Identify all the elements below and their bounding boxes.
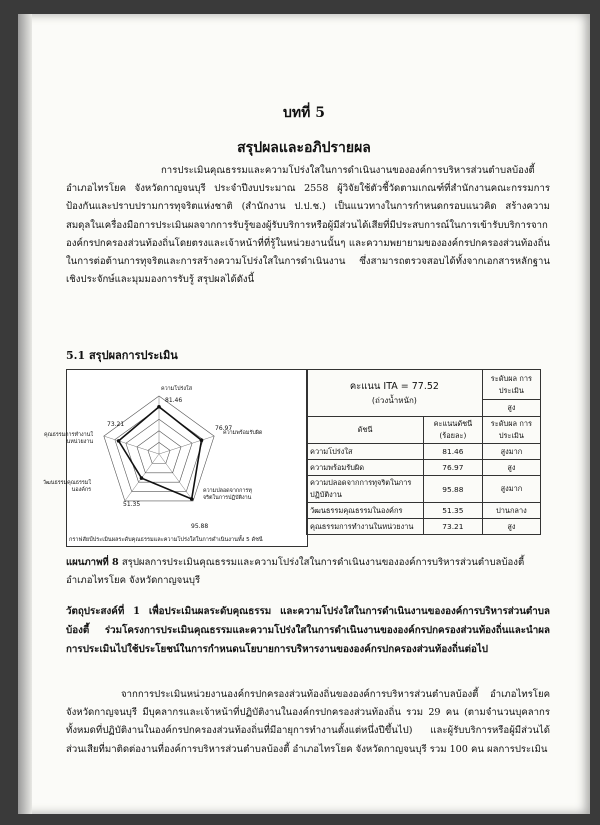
radar-chart bbox=[42, 369, 308, 547]
row-score: 95.88 bbox=[424, 476, 483, 503]
radar-axis-label: ความพร้อมรับผิด bbox=[223, 430, 263, 436]
radar-axis-label-cont: จริตในการปฏิบัติงาน bbox=[203, 495, 252, 501]
row-name: ความปลอดจากการทุจริตในการปฏิบัติงาน bbox=[307, 476, 424, 503]
row-level: สูง bbox=[482, 519, 540, 535]
radar-axis-label: คุณธรรมการทำงานใ bbox=[44, 432, 93, 438]
radar-data-point bbox=[190, 497, 194, 501]
chapter-title: สรุปผลและอภิปรายผล bbox=[237, 140, 371, 156]
radar-value-label: 73.21 bbox=[107, 421, 125, 428]
radar-axis-line bbox=[159, 436, 214, 454]
table-row bbox=[307, 476, 541, 503]
body-paragraph: จากการประเมินหน่วยงานองค์กรปกครองส่วนท้องถิ่นขององค์การบริหารส่วนตำบลบ้องตี้ อำเภอไทรโยค จังหวัดกาญจนบุรี มีบุคลากรและเจ้าหน้าที่ปฏิบัติงานในองค์กรปกครองส่วนท้องถิ่น รวม 29 คน (ตามจำนวนบุคลากรทั้งหมดที่ปฏิบัติงานในองค์กรปกครองส่วนท้องถิ่นที่มีอายุการทำงานตั้งแต่หนึ่งปีขึ้นไป) และผู้รับบริการหรือผู้มีส่วนได้ส่วนเสียที่มาติดต่องานที่องค์การบริหารส่วนตำบลบ้องตี้ อำเภอไทรโยค จังหวัดกาญจนบุรี รวม 100 คน ผลการประเมิน bbox=[66, 689, 550, 755]
col-index-header: ดัชนี bbox=[307, 417, 424, 444]
radar-axis-label: ความโปร่งใส bbox=[161, 386, 192, 392]
objective-paragraph: วัตถุประสงค์ที่ 1 เพื่อประเมินผลระดับคุณธรรม และความโปร่งใสในการดำเนินงานขององค์การบริหารส่วนตำบลบ้องตี้ ร่วมโครงการประเมินคุณธรรมและความโปร่งใสในการดำเนินงานขององค์กรปกครองส่วนท้องถิ่นและนำผลการประเมินไปใช้ประโยชน์ในการกำหนดนโยบายการบริหารงานขององค์กรปกครองส่วนท้องถิ่นต่อไป bbox=[66, 606, 550, 655]
table-row bbox=[307, 460, 541, 476]
radar-axis-label: ความปลอดจากการทุ bbox=[203, 488, 252, 494]
document-page bbox=[18, 14, 590, 814]
figure-caption bbox=[66, 554, 550, 590]
row-name: คุณธรรมการทำงานในหน่วยงาน bbox=[307, 519, 424, 535]
radar-axis-label-cont: นองค์กร bbox=[71, 487, 91, 493]
row-level: ปานกลาง bbox=[482, 503, 540, 519]
radar-value-label: 76.97 bbox=[215, 425, 233, 432]
figure-caption-text: สรุปผลการประเมินคุณธรรมและความโปร่งใสในการดำเนินงานขององค์การบริหารส่วนตำบลบ้องตี้ อำเภอไทรโยค จังหวัดกาญจนบุรี bbox=[66, 557, 525, 586]
table-row bbox=[307, 444, 541, 460]
radar-data-point bbox=[117, 439, 121, 443]
radar-axis-line bbox=[159, 454, 193, 501]
overall-level: สูง bbox=[482, 400, 540, 417]
row-score: 51.35 bbox=[424, 503, 483, 519]
row-level: สูง bbox=[482, 460, 540, 476]
chart-title: กราฟสัยป์ประเมินผลระดับคุณธรรมและความโปร่งใสในการดำเนินงานทั้ง 5 ดัชนี bbox=[69, 537, 263, 543]
intro-paragraph: การประเมินคุณธรรมและความโปร่งใสในการดำเนินงานขององค์การบริหารส่วนตำบลบ้องตี้ อำเภอไทรโยค จังหวัดกาญจนบุรี ประจำปีงบประมาณ 2558 ผู้วิจัยใช้ตัวชี้วัดตามเกณฑ์ที่สำนักงานคณะกรรมการป้องกันและปราบปรามการทุจริตแห่งชาติ (สำนักงาน ป.ป.ช.) เป็นแนวทางในการกำหนดกรอบแนวคิด สร้างความสมดุลในเครื่องมือการประเมินผลจากการรับรู้ของผู้รับบริการหรือผู้มีส่วนได้เสียที่มีประสบการณ์ในการเข้ารับบริการจากองค์กรปกครองส่วนท้องถิ่นโดยตรงและเจ้าหน้าที่ที่รู้ในหน่วยงานนั้นๆ และความพยายามขององค์กรปกครองส่วนท้องถิ่นในการต่อต้านการทุจริตและการสร้างความโปร่งใสในการดำเนินงาน ซึ่งสามารถตรวจสอบได้ทั้งจากเอกสารหลักฐานเชิงประจักษ์และมุมมองการรับรู้ สรุปผลได้ดังนี้ bbox=[66, 165, 550, 286]
table-row bbox=[307, 503, 541, 519]
figure-label: แผนภาพที่ 8 bbox=[66, 557, 119, 568]
level-header: ระดับผล การประเมิน bbox=[482, 370, 540, 400]
col-level-header: ระดับผล การประเมิน bbox=[482, 417, 540, 444]
radar-axis-label: วัฒนธรรมคุณธรรมใ bbox=[42, 480, 91, 486]
ita-score: คะแนน ITA = 77.52 bbox=[349, 381, 439, 392]
row-level: สูงมาก bbox=[482, 444, 540, 460]
radar-data-point bbox=[157, 405, 161, 409]
ita-score-cell bbox=[307, 370, 483, 417]
section-heading: 5.1 สรุปผลการประเมิน bbox=[66, 349, 178, 362]
ita-weighted-note: (ถ่วงน้ำหนัก) bbox=[371, 396, 417, 405]
table-header-row bbox=[307, 370, 541, 400]
row-score: 76.97 bbox=[424, 460, 483, 476]
radar-data-point bbox=[140, 476, 144, 480]
row-name: ความโปร่งใส bbox=[307, 444, 424, 460]
radar-axis-label-cont: นหน่วยงาน bbox=[66, 439, 93, 445]
row-score: 81.46 bbox=[424, 444, 483, 460]
radar-data-point bbox=[200, 438, 204, 442]
row-name: วัฒนธรรมคุณธรรมในองค์กร bbox=[307, 503, 424, 519]
row-name: ความพร้อมรับผิด bbox=[307, 460, 424, 476]
table-colhead-row bbox=[307, 417, 541, 444]
radar-value-label: 51.35 bbox=[123, 501, 141, 508]
radar-value-label: 95.88 bbox=[191, 523, 209, 530]
radar-axis-line bbox=[104, 436, 159, 454]
col-score-header: คะแนนดัชนี (ร้อยละ) bbox=[424, 417, 483, 444]
radar-value-label: 81.46 bbox=[165, 397, 183, 404]
results-table bbox=[306, 369, 541, 535]
row-score: 73.21 bbox=[424, 519, 483, 535]
chapter-heading: บทที่ 5 bbox=[283, 105, 325, 121]
page-binding-shadow bbox=[18, 14, 32, 814]
row-level: สูงมาก bbox=[482, 476, 540, 503]
radar-chart-svg bbox=[42, 370, 307, 546]
table-row bbox=[307, 519, 541, 535]
